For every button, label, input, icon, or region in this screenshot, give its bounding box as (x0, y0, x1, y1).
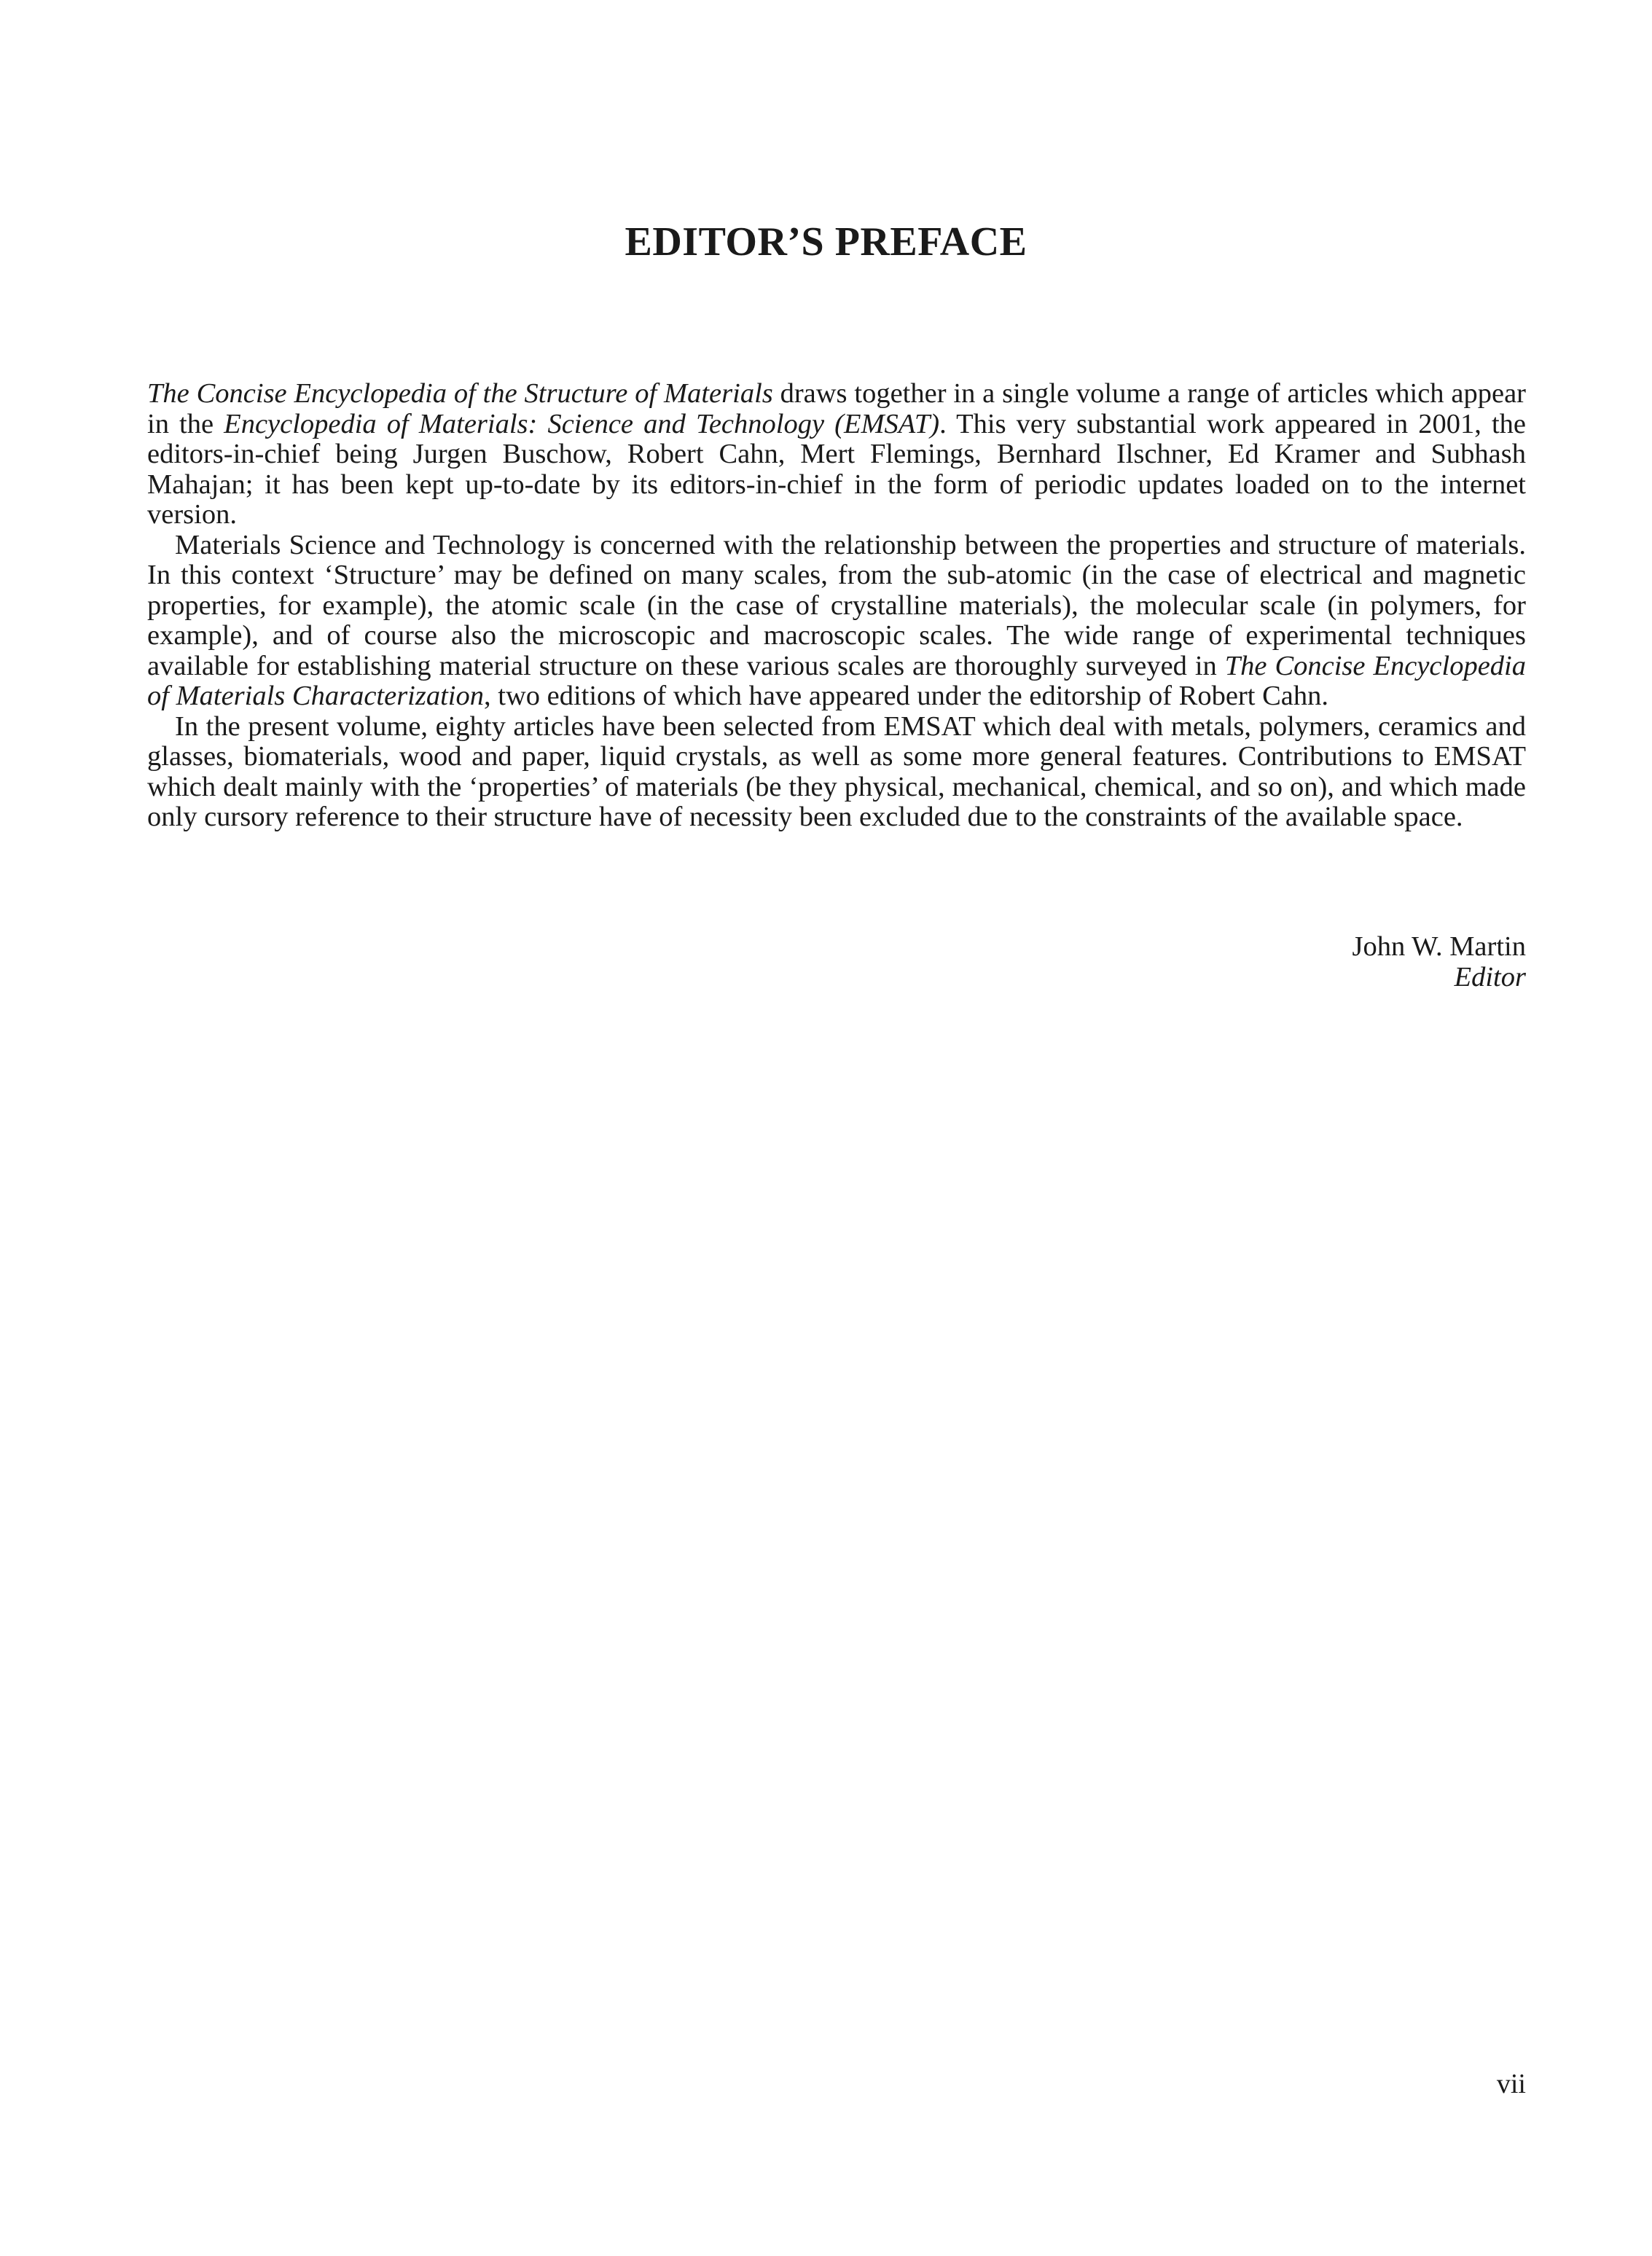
signature-block (1089, 931, 1526, 992)
editor-name: John W. Martin (1352, 931, 1526, 962)
page-number: vii (1496, 2069, 1526, 2099)
book-title: Encyclopedia of Materials: Science and Technology (EMSAT) (224, 408, 940, 439)
book-title: The Concise Encyclopedia of Materials Characterization (147, 650, 1526, 711)
paragraph-3 (147, 712, 1526, 833)
paragraph-text: In the present volume, eighty articles have been selected from EMSAT which deal with metals, polymers, ceramics and glasses, biomaterials, wood and paper, liquid crystals, as well as some more general features. Contributions to EMSAT which dealt mainly with the ‘properties’ of materials (be they physical, mechanical, chemical, and so on), and which made only cursory reference to their structure have of necessity been excluded due to the constraints of the available space. (147, 710, 1526, 832)
paragraph-text: draws together in a single volume a range of articles which appear in the (147, 378, 1526, 439)
page-title: EDITOR’S PREFACE (625, 219, 1027, 265)
paragraph-text: Materials Science and Technology is concerned with the relationship between the properties and structure of materials. In this context ‘Structure’ may be defined on many scales, from the sub-atomic (in the case of electrical and magnetic properties, for example), the atomic scale (in the case of crystalline materials), the molecular scale (in polymers, for example), and of course also the microscopic and macroscopic scales. The wide range of experimental techniques available for establishing material structure on these various scales are thoroughly surveyed in (147, 529, 1526, 681)
preface-body (147, 379, 1526, 833)
paragraph-2 (147, 530, 1526, 712)
book-title: The Concise Encyclopedia of the Structure of Materials (147, 378, 773, 409)
paragraph-text: . This very substantial work appeared in 2001, the editors-in-chief being Jurgen Buschow, Robert Cahn, Mert Flemings, Bernhard Ilschner, Ed Kramer and Subhash Mahajan; it has been kept up-to-date by its editors-in-chief in the form of periodic updates loaded on to the internet version. (147, 408, 1526, 530)
paragraph-text: , two editions of which have appeared under the editorship of Robert Cahn. (484, 681, 1328, 711)
paragraph-1 (147, 379, 1526, 530)
editor-role (1089, 962, 1526, 992)
editor-role-text: Editor (1454, 962, 1526, 992)
